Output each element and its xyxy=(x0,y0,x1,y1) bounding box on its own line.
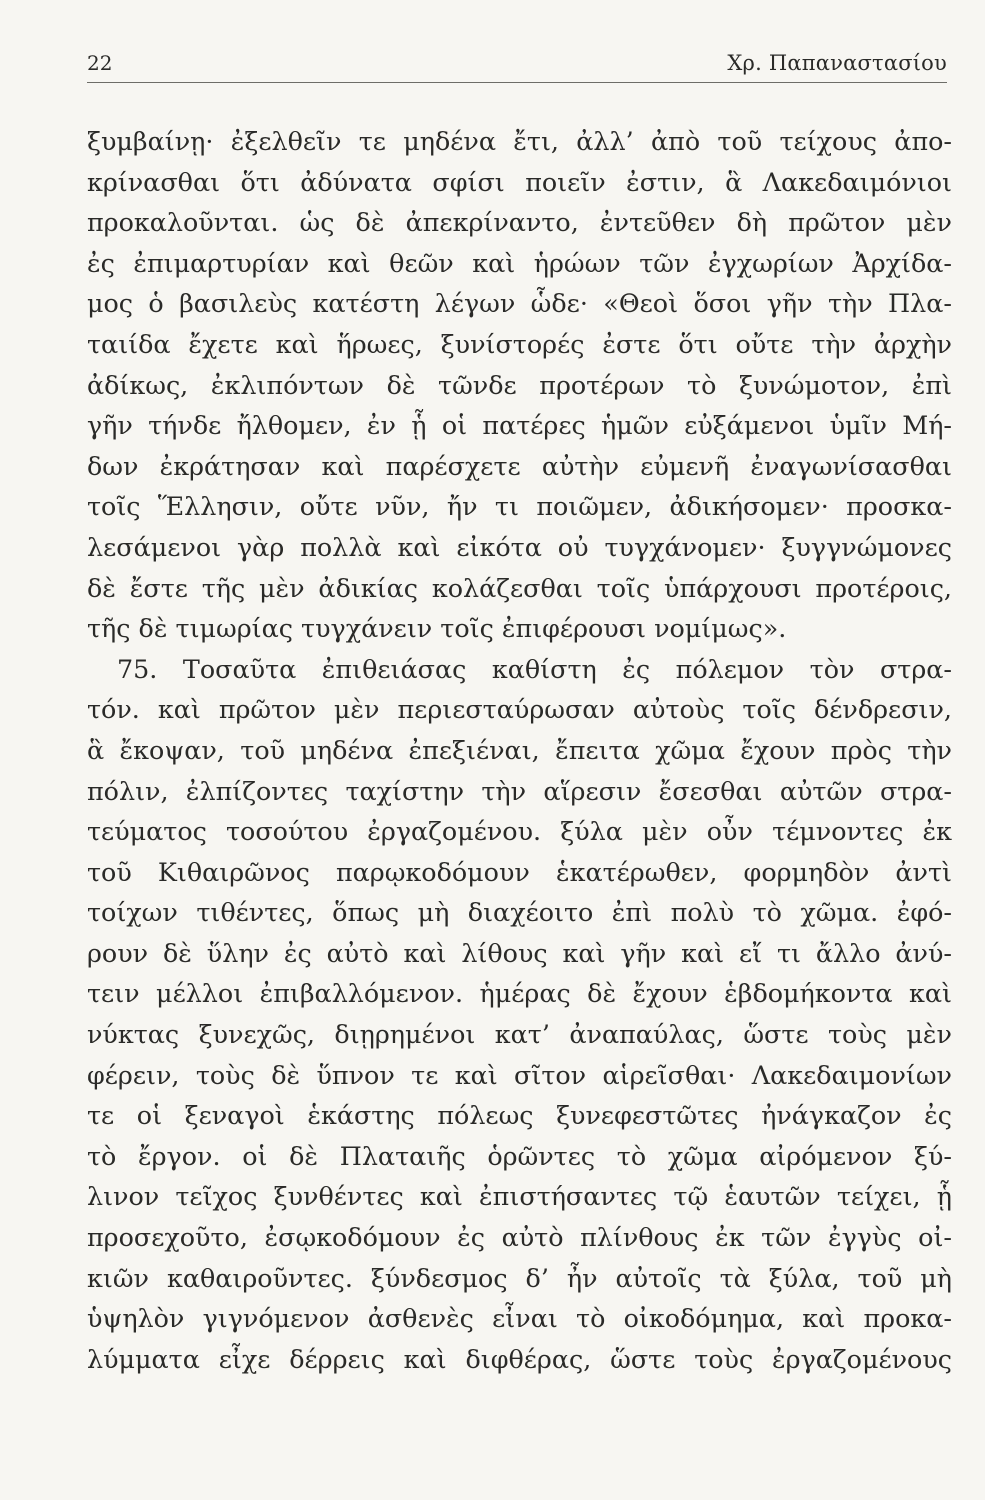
text-line: λεσάμενοι γὰρ πολλὰ καὶ εἰκότα οὐ τυγχάνομεν· ξυγγνώμονες xyxy=(87,531,952,562)
text-line: ἀδίκως, ἐκλιπόντων δὲ τῶνδε προτέρων τὸ ξυνώμοτον, ἐπὶ xyxy=(87,369,952,400)
text-line: πόλιν, ἐλπίζοντες ταχίστην τὴν αἵρεσιν ἔσεσθαι αὐτῶν στρα- xyxy=(87,775,952,806)
text-line: δὲ ἔστε τῆς μὲν ἀδικίας κολάζεσθαι τοῖς ὑπάρχουσι προτέροις, xyxy=(87,572,952,603)
text-line: ὑψηλὸν γιγνόμενον ἀσθενὲς εἶναι τὸ οἰκοδόμημα, καὶ προκα- xyxy=(87,1303,952,1334)
text-line: μος ὁ βασιλεὺς κατέστη λέγων ὧδε· «Θεοὶ ὅσοι γῆν τὴν Πλα- xyxy=(87,288,952,319)
text-line: τοῖς Ἕλλησιν, οὔτε νῦν, ἤν τι ποιῶμεν, ἀδικήσομεν· προσκα- xyxy=(87,491,952,522)
text-line: τοίχων τιθέντες, ὅπως μὴ διαχέοιτο ἐπὶ πολὺ τὸ χῶμα. ἐφό- xyxy=(87,897,952,928)
text-line: ἐς ἐπιμαρτυρίαν καὶ θεῶν καὶ ἡρώων τῶν ἐγχωρίων Ἀρχίδα- xyxy=(87,247,952,278)
text-line: ταιίδα ἔχετε καὶ ἥρωες, ξυνίστορές ἐστε ὅτι οὔτε τὴν ἀρχὴν xyxy=(87,328,952,359)
text-line: γῆν τήνδε ἤλθομεν, ἐν ᾗ οἱ πατέρες ἡμῶν εὐξάμενοι ὑμῖν Μή- xyxy=(87,410,952,441)
text-line: δων ἐκράτησαν καὶ παρέσχετε αὐτὴν εὐμενῆ ἐναγωνίσασθαι xyxy=(87,450,952,481)
text-line: τε οἱ ξεναγοὶ ἑκάστης πόλεως ξυνεφεστῶτες ἠνάγκαζον ἐς xyxy=(87,1100,952,1131)
text-line: νύκτας ξυνεχῶς, διῃρημένοι κατ’ ἀναπαύλας, ὥστε τοὺς μὲν xyxy=(87,1019,952,1050)
page-header xyxy=(87,48,947,83)
section-start-line: 75. Τοσαῦτα ἐπιθειάσας καθίστη ἐς πόλεμον τὸν στρα- xyxy=(117,653,952,684)
body-text xyxy=(87,121,952,1379)
page-number: 22 xyxy=(87,51,113,75)
text-line: τεύματος τοσούτου ἐργαζομένου. ξύλα μὲν οὖν τέμνοντες ἐκ xyxy=(87,816,952,847)
text-line: φέρειν, τοὺς δὲ ὕπνον τε καὶ σῖτον αἱρεῖσθαι· Λακεδαιμονίων xyxy=(87,1059,952,1090)
text-line: λύμματα εἶχε δέρρεις καὶ διφθέρας, ὥστε τοὺς ἐργαζομένους xyxy=(87,1343,952,1374)
text-line: ἃ ἔκοψαν, τοῦ μηδένα ἐπεξιέναι, ἔπειτα χῶμα ἔχουν πρὸς τὴν xyxy=(87,734,952,765)
text-line: προκαλοῦνται. ὡς δὲ ἀπεκρίναντο, ἐντεῦθεν δὴ πρῶτον μὲν xyxy=(87,207,952,238)
text-line: κιῶν καθαιροῦντες. ξύνδεσμος δ’ ἦν αὐτοῖς τὰ ξύλα, τοῦ μὴ xyxy=(87,1262,952,1293)
text-line: τοῦ Κιθαιρῶνος παρῳκοδόμουν ἑκατέρωθεν, φορμηδὸν ἀντὶ xyxy=(87,856,952,887)
text-line: λινον τεῖχος ξυνθέντες καὶ ἐπιστήσαντες τῷ ἑαυτῶν τείχει, ᾗ xyxy=(87,1181,952,1212)
text-line: κρίνασθαι ὅτι ἀδύνατα σφίσι ποιεῖν ἐστιν, ἃ Λακεδαιμόνιοι xyxy=(87,166,952,197)
text-line: ρουν δὲ ὕλην ἐς αὐτὸ καὶ λίθους καὶ γῆν καὶ εἴ τι ἄλλο ἀνύ- xyxy=(87,937,952,968)
text-line: τῆς δὲ τιμωρίας τυγχάνειν τοῖς ἐπιφέρουσι νομίμως». xyxy=(87,613,787,644)
text-line: προσεχοῦτο, ἐσῳκοδόμουν ἐς αὐτὸ πλίνθους ἐκ τῶν ἐγγὺς οἰ- xyxy=(87,1222,952,1253)
running-head: Χρ. Παπαναστασίου xyxy=(727,51,947,75)
text-line: τὸ ἔργον. οἱ δὲ Πλαταιῆς ὁρῶντες τὸ χῶμα αἰρόμενον ξύ- xyxy=(87,1140,952,1171)
text-line: τειν μέλλοι ἐπιβαλλόμενον. ἡμέρας δὲ ἔχουν ἑβδομήκοντα καὶ xyxy=(87,978,952,1009)
text-line: τόν. καὶ πρῶτον μὲν περιεσταύρωσαν αὐτοὺς τοῖς δένδρεσιν, xyxy=(87,694,952,725)
text-line: ξυμβαίνῃ· ἐξελθεῖν τε μηδένα ἔτι, ἀλλ’ ἀπὸ τοῦ τείχους ἀπο- xyxy=(87,126,952,156)
